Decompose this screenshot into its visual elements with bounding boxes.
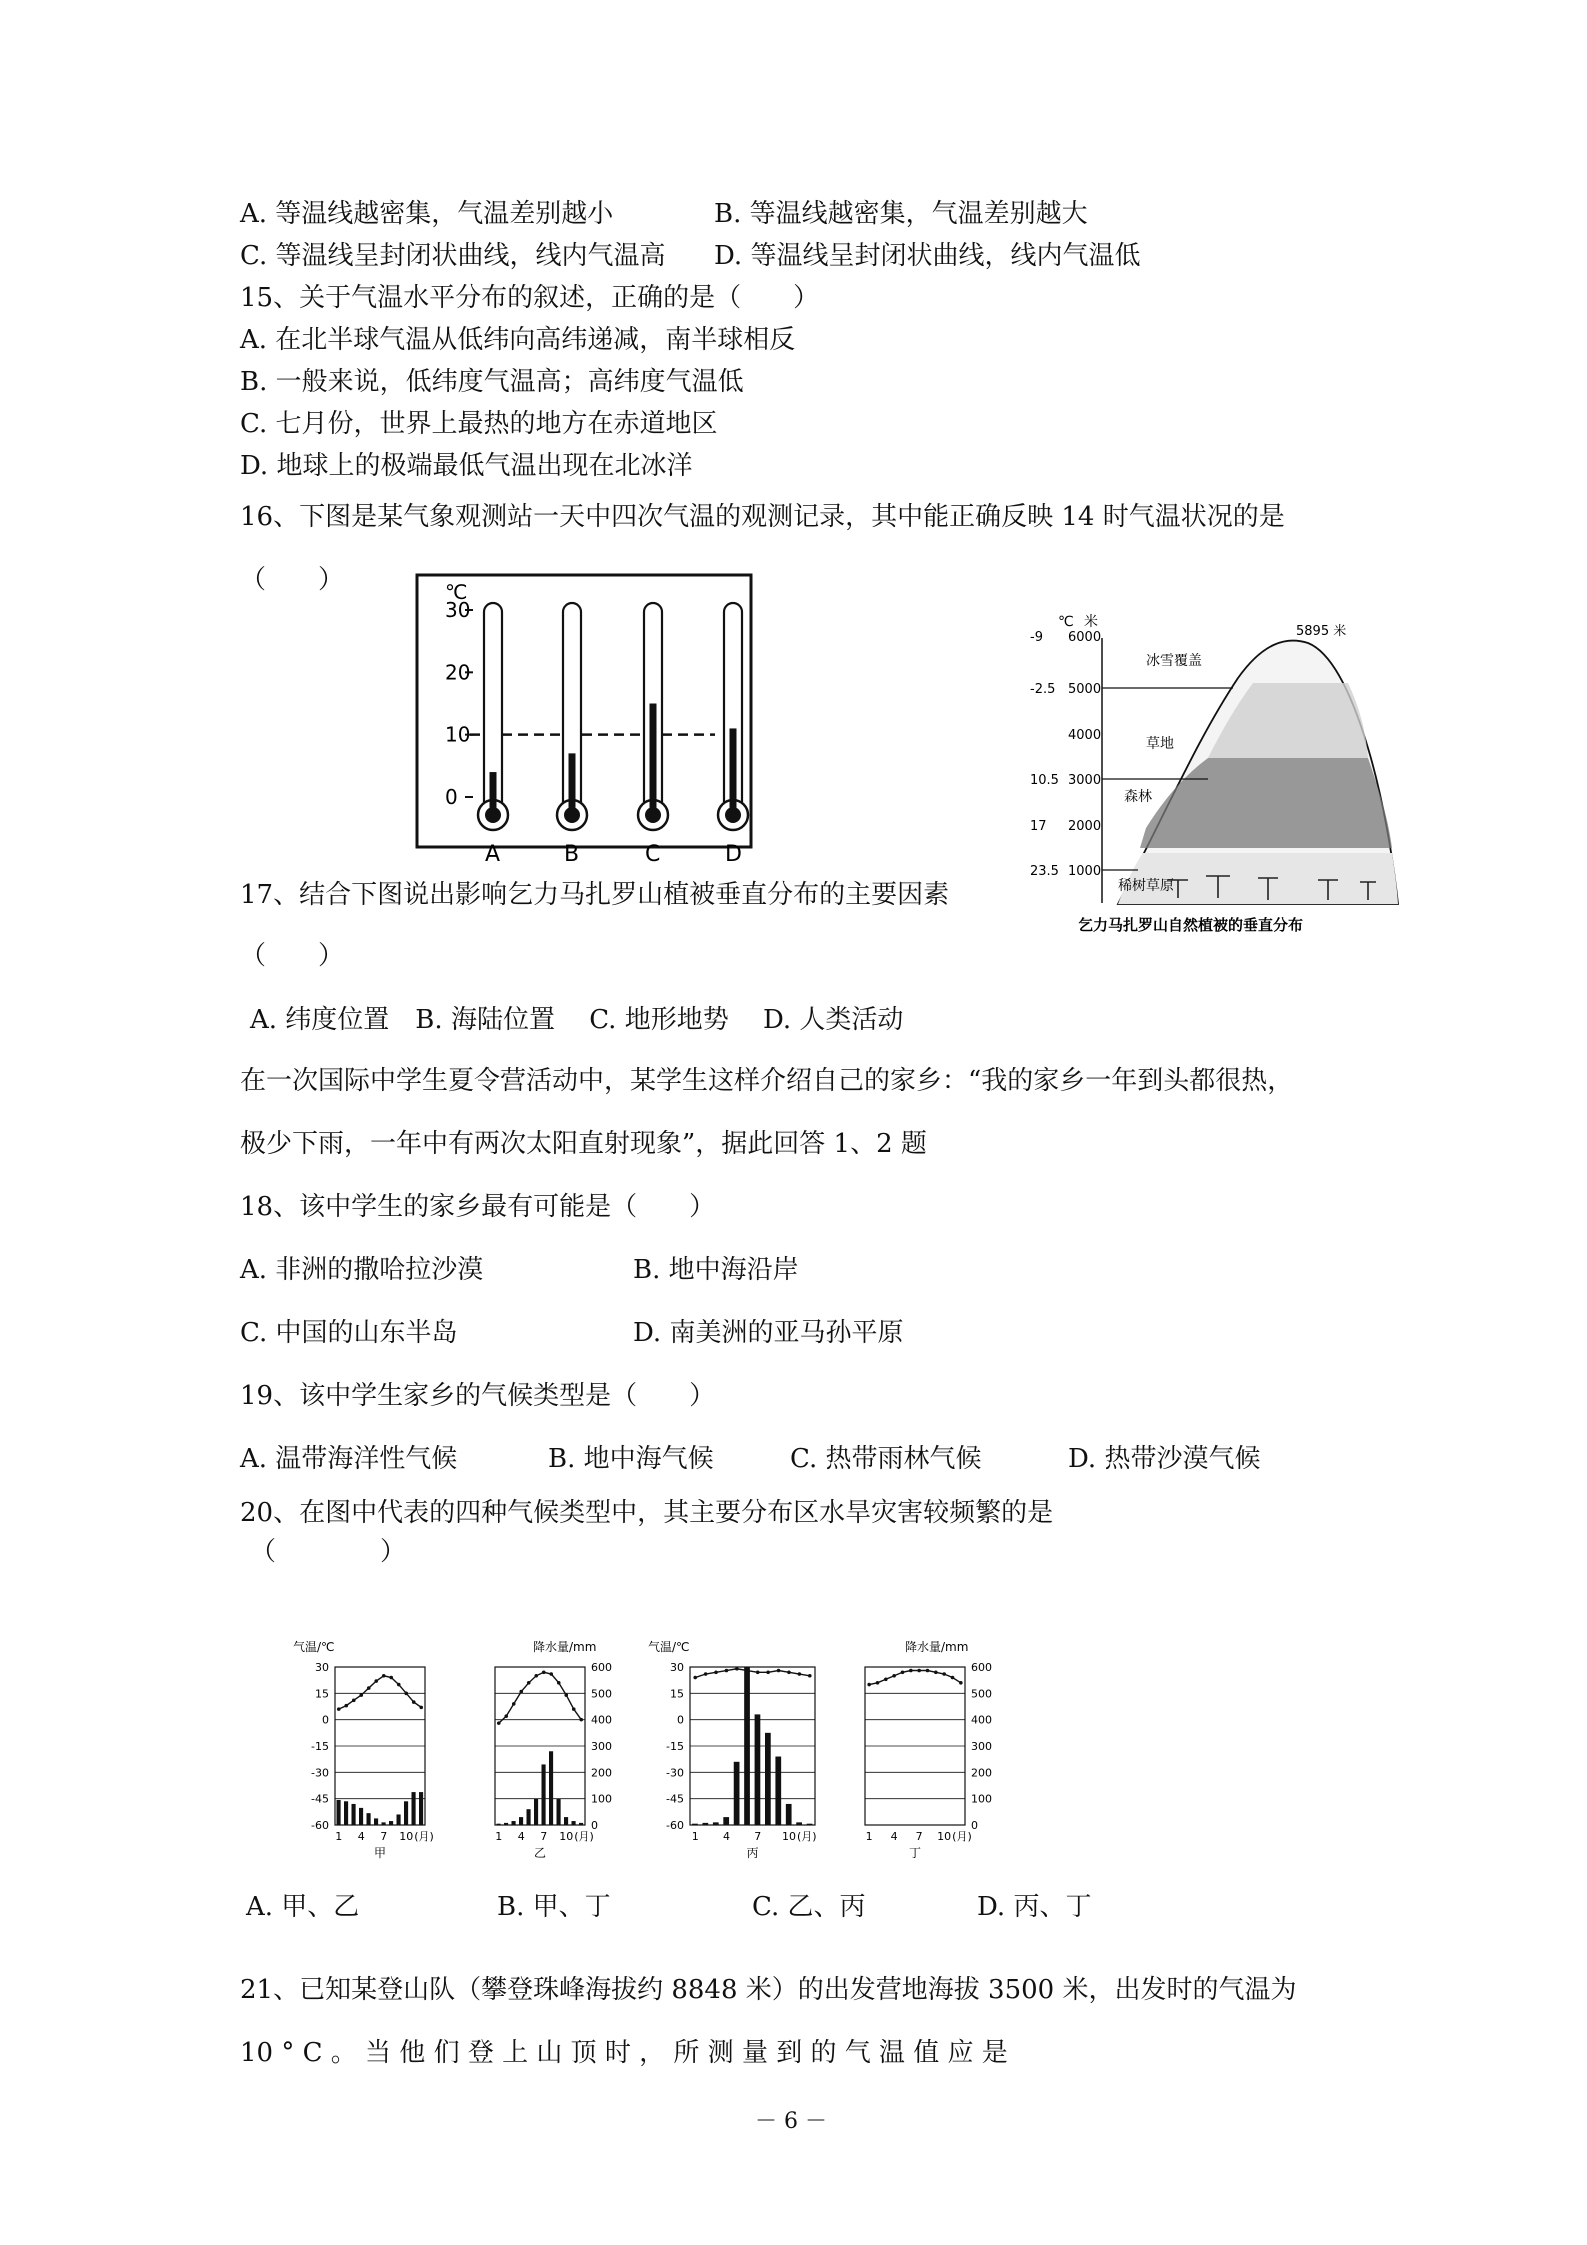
month-unit: (月) [952, 1830, 972, 1843]
precip-tick: 300 [971, 1740, 992, 1753]
forest-band [1140, 758, 1392, 848]
precip-bar [382, 1822, 386, 1825]
chart-name: 丁 [909, 1846, 922, 1860]
q17-stem: 17、结合下图说出影响乞力马扎罗山植被垂直分布的主要因素 [240, 880, 950, 910]
temp-axis-label: 气温/℃ [648, 1640, 690, 1654]
kilimanjaro-figure [1028, 608, 1408, 938]
precip-axis-label: 降水量/mm [905, 1640, 969, 1654]
precip-bar [713, 1822, 719, 1825]
precip-bar [344, 1801, 348, 1825]
temp-point [367, 1686, 371, 1690]
kili-temp-tick: -9 [1030, 630, 1043, 645]
precip-bar [734, 1762, 740, 1825]
q18-option-d: D. 南美洲的亚马孙平原 [633, 1318, 904, 1348]
q20-option-a: A. 甲、乙 [246, 1892, 360, 1922]
precip-bar [557, 1799, 561, 1825]
precip-bar [572, 1821, 576, 1825]
kili-temp-tick: 17 [1030, 819, 1047, 834]
month-tick: 10 [937, 1830, 952, 1843]
temp-point [497, 1721, 501, 1725]
temp-line [499, 1672, 582, 1723]
temp-point [534, 1674, 538, 1678]
temp-point [352, 1699, 356, 1703]
precip-bar [723, 1817, 729, 1825]
q21-line-2: 10 ° C 。 当 他 们 登 上 山 顶 时 ， 所 测 量 到 的 气 温 值 应 是 [240, 2038, 1008, 2068]
q18-option-a: A. 非洲的撒哈拉沙漠 [240, 1255, 484, 1285]
temp-tick: -15 [311, 1740, 329, 1753]
precip-bar [419, 1792, 423, 1825]
temp-tick: -15 [666, 1740, 684, 1753]
q14-option-a: A. 等温线越密集，气温差别越小 [240, 199, 614, 229]
temp-point [942, 1672, 946, 1676]
q18-option-c: C. 中国的山东半岛 [240, 1318, 458, 1348]
kili-peak-label: 5895 米 [1296, 624, 1347, 639]
q19-stem: 19、该中学生家乡的气候类型是（ ） [240, 1381, 716, 1411]
intro-line-1: 在一次国际中学生夏令营活动中，某学生这样介绍自己的家乡：“我的家乡一年到头都很热， [240, 1066, 1294, 1096]
precip-bar [775, 1757, 781, 1825]
temp-point [557, 1681, 561, 1685]
q20-blank: （ ） [250, 1537, 407, 1567]
q14-option-b: B. 等温线越密集，气温差别越大 [714, 199, 1088, 229]
temp-point [777, 1669, 781, 1673]
kili-alt-tick: 2000 [1068, 819, 1102, 834]
temp-point [735, 1667, 739, 1671]
temp-point [926, 1669, 930, 1673]
temp-point [745, 1669, 749, 1673]
temp-point [876, 1681, 880, 1685]
temp-point [542, 1670, 546, 1674]
precip-bar [564, 1817, 568, 1825]
temp-point [714, 1670, 718, 1674]
precip-tick: 200 [971, 1766, 992, 1780]
precip-tick: 500 [591, 1687, 612, 1701]
zone-savanna: 稀树草原 [1118, 878, 1174, 894]
temp-tick: 0 [677, 1713, 684, 1727]
q16-blank: （ ） [240, 565, 345, 595]
month-tick: 4 [890, 1830, 898, 1843]
precip-bar [765, 1733, 771, 1825]
precip-bar [404, 1801, 408, 1825]
thermo-tick-label: 10 [445, 722, 471, 747]
q18-option-b: B. 地中海沿岸 [633, 1255, 799, 1285]
temp-point [359, 1693, 363, 1697]
kili-caption: 乞力马扎罗山自然植被的垂直分布 [1078, 916, 1304, 934]
temp-tick: -45 [311, 1792, 329, 1806]
climate-charts-figure [285, 1635, 1045, 1880]
temp-point [884, 1677, 888, 1681]
precip-bar [359, 1808, 363, 1825]
precip-tick: 300 [591, 1740, 612, 1753]
precip-bar [397, 1814, 401, 1825]
kili-alt-unit: 米 [1084, 614, 1098, 630]
month-tick: 7 [754, 1830, 762, 1843]
temp-point [549, 1672, 553, 1676]
temp-point [512, 1702, 516, 1706]
intro-line-2: 极少下雨，一年中有两次太阳直射现象”，据此回答 1、2 题 [240, 1129, 927, 1159]
temp-point [419, 1706, 423, 1710]
precip-tick: 200 [591, 1766, 612, 1780]
precip-tick: 400 [971, 1713, 992, 1727]
temp-point [909, 1669, 913, 1673]
temp-line [695, 1669, 810, 1678]
temp-tick: -30 [311, 1766, 329, 1780]
temp-point [787, 1670, 791, 1674]
month-tick: 10 [781, 1830, 796, 1843]
precip-bar [786, 1804, 792, 1825]
thermometer-label: A [485, 842, 501, 865]
month-tick: 7 [540, 1830, 548, 1843]
temp-point [756, 1670, 760, 1674]
climate-chart-4 [865, 1639, 992, 1860]
month-tick: 4 [517, 1830, 525, 1843]
thermo-unit: ℃ [445, 580, 468, 604]
precip-bar [807, 1824, 813, 1825]
temp-tick: -30 [666, 1766, 684, 1780]
precip-bar [412, 1792, 416, 1825]
zone-snow: 冰雪覆盖 [1146, 653, 1202, 669]
thermo-tick-label: 0 [445, 785, 458, 809]
temp-point [337, 1707, 341, 1711]
precip-bar [527, 1809, 531, 1825]
precip-bar [542, 1764, 546, 1825]
thermometer-mercury [490, 772, 497, 815]
precip-tick: 400 [591, 1713, 612, 1727]
temp-tick: 15 [670, 1687, 684, 1701]
temp-axis-label: 气温/℃ [293, 1640, 335, 1654]
kili-alt-tick: 4000 [1068, 728, 1102, 743]
kili-temp-tick: 10.5 [1030, 773, 1059, 788]
temp-point [917, 1669, 921, 1673]
month-tick: 1 [495, 1830, 503, 1843]
chart-name: 甲 [374, 1846, 387, 1860]
kili-alt-tick: 5000 [1068, 682, 1102, 697]
kili-temp-unit: ℃ [1058, 614, 1074, 630]
precip-bar [374, 1818, 378, 1825]
temp-point [892, 1674, 896, 1678]
temp-tick: 30 [315, 1661, 329, 1674]
q20-option-c: C. 乙、丙 [752, 1892, 866, 1922]
month-tick: 10 [399, 1830, 414, 1843]
temp-point [798, 1672, 802, 1676]
precip-tick: 100 [591, 1792, 612, 1806]
temp-point [959, 1681, 963, 1685]
temp-point [693, 1676, 697, 1680]
temp-point [344, 1704, 348, 1708]
temp-point [934, 1670, 938, 1674]
temp-point [579, 1718, 583, 1722]
precip-bar [755, 1714, 761, 1825]
chart-name: 乙 [534, 1846, 547, 1860]
q19-option-c: C. 热带雨林气候 [790, 1444, 982, 1474]
temp-point [704, 1672, 708, 1676]
thermometer-label: B [564, 842, 580, 865]
q14-option-c: C. 等温线呈封闭状曲线，线内气温高 [240, 241, 666, 271]
precip-tick: 100 [971, 1792, 992, 1806]
temp-point [564, 1693, 568, 1697]
precip-bar [389, 1821, 393, 1825]
temp-point [389, 1676, 393, 1680]
precip-bar [512, 1821, 516, 1825]
temp-point [404, 1692, 408, 1696]
temp-point [572, 1707, 576, 1711]
month-tick: 7 [380, 1830, 388, 1843]
temp-point [397, 1683, 401, 1687]
kili-alt-tick: 1000 [1068, 864, 1102, 879]
temp-point [867, 1683, 871, 1687]
thermometer-mercury [569, 753, 576, 815]
precip-bar [497, 1824, 501, 1825]
precip-bar [579, 1823, 583, 1825]
q18-stem: 18、该中学生的家乡最有可能是（ ） [240, 1192, 716, 1222]
temp-point [951, 1676, 955, 1680]
month-unit: (月) [414, 1830, 434, 1843]
kili-temp-tick: -2.5 [1030, 682, 1056, 697]
q15-stem: 15、关于气温水平分布的叙述，正确的是（ ） [240, 283, 820, 313]
month-tick: 1 [865, 1830, 873, 1843]
precip-tick: 600 [591, 1661, 612, 1674]
climate-chart-1 [293, 1639, 434, 1860]
temp-point [374, 1679, 378, 1683]
page-number: － 6 － [755, 2109, 827, 2134]
precip-bar [549, 1751, 553, 1825]
kili-alt-tick: 3000 [1068, 773, 1102, 788]
temp-tick: 30 [670, 1661, 684, 1674]
temp-point [766, 1670, 770, 1674]
month-tick: 4 [722, 1830, 730, 1843]
month-tick: 1 [691, 1830, 699, 1843]
thermometer-figure [415, 565, 755, 865]
kili-temp-tick: 23.5 [1030, 864, 1059, 879]
thermometer-mercury [650, 704, 657, 816]
q19-option-a: A. 温带海洋性气候 [240, 1444, 458, 1474]
q14-option-d: D. 等温线呈封闭状曲线，线内气温低 [714, 241, 1141, 271]
temp-point [412, 1700, 416, 1704]
q17-options: A. 纬度位置 B. 海陆位置 C. 地形地势 D. 人类活动 [250, 1005, 904, 1035]
thermometer-label: D [725, 842, 742, 865]
kili-alt-tick: 6000 [1068, 630, 1102, 645]
precip-axis-label: 降水量/mm [533, 1640, 597, 1654]
thermometer-label: C [645, 842, 661, 865]
precip-bar [352, 1804, 356, 1825]
precip-bar [692, 1824, 698, 1825]
precip-bar [337, 1800, 341, 1825]
q19-option-d: D. 热带沙漠气候 [1068, 1444, 1261, 1474]
precip-bar [703, 1823, 709, 1825]
precip-tick: 600 [971, 1661, 992, 1674]
precip-tick: 0 [591, 1819, 598, 1832]
temp-tick: -45 [666, 1792, 684, 1806]
q15-option-c: C. 七月份，世界上最热的地方在赤道地区 [240, 409, 718, 439]
thermo-tick-label: 30 [445, 598, 471, 622]
temp-point [725, 1669, 729, 1673]
precip-bar [504, 1823, 508, 1825]
temp-point [808, 1674, 812, 1678]
temp-tick: -60 [311, 1819, 329, 1832]
precip-bar [534, 1799, 538, 1825]
month-tick: 7 [915, 1830, 923, 1843]
precip-tick: 0 [971, 1819, 978, 1832]
zone-forest: 森林 [1124, 789, 1152, 805]
precip-bar [796, 1822, 802, 1825]
q21-line-1: 21、已知某登山队（攀登珠峰海拔约 8848 米）的出发营地海拔 3500 米，出发时的气温为 [240, 1975, 1297, 2005]
temp-point [382, 1674, 386, 1678]
q16-stem: 16、下图是某气象观测站一天中四次气温的观测记录，其中能正确反映 14 时气温状况的是 [240, 502, 1285, 532]
q15-option-b: B. 一般来说，低纬度气温高；高纬度气温低 [240, 367, 744, 397]
precip-bar [519, 1817, 523, 1825]
temp-point [901, 1670, 905, 1674]
temp-line [869, 1671, 961, 1685]
temp-point [527, 1681, 531, 1685]
q19-option-b: B. 地中海气候 [548, 1444, 714, 1474]
precip-tick: 500 [971, 1687, 992, 1701]
month-unit: (月) [796, 1830, 817, 1843]
month-tick: 1 [335, 1830, 343, 1843]
q20-option-d: D. 丙、丁 [977, 1892, 1092, 1922]
temp-line [339, 1676, 422, 1709]
temp-point [504, 1714, 508, 1718]
month-unit: (月) [574, 1830, 594, 1843]
month-tick: 10 [559, 1830, 574, 1843]
chart-name: 丙 [746, 1846, 759, 1860]
precip-bar [367, 1813, 371, 1825]
q15-option-a: A. 在北半球气温从低纬向高纬递减，南半球相反 [240, 325, 796, 355]
temp-tick: 0 [322, 1713, 329, 1727]
thermometer-mercury [730, 728, 737, 815]
thermo-tick-label: 20 [445, 660, 471, 685]
temp-tick: -60 [666, 1819, 684, 1832]
zone-grass: 草地 [1146, 736, 1174, 752]
month-tick: 4 [357, 1830, 365, 1843]
climate-chart-3 [648, 1639, 817, 1860]
precip-bar [744, 1667, 750, 1825]
q15-option-d: D. 地球上的极端最低气温出现在北冰洋 [240, 451, 693, 481]
q17-blank: （ ） [240, 941, 345, 971]
temp-tick: 15 [315, 1687, 329, 1701]
q20-stem: 20、在图中代表的四种气候类型中，其主要分布区水旱灾害较频繁的是 [240, 1498, 1054, 1528]
temp-point [519, 1690, 523, 1694]
climate-chart-2 [495, 1639, 612, 1860]
q20-option-b: B. 甲、丁 [497, 1892, 611, 1922]
